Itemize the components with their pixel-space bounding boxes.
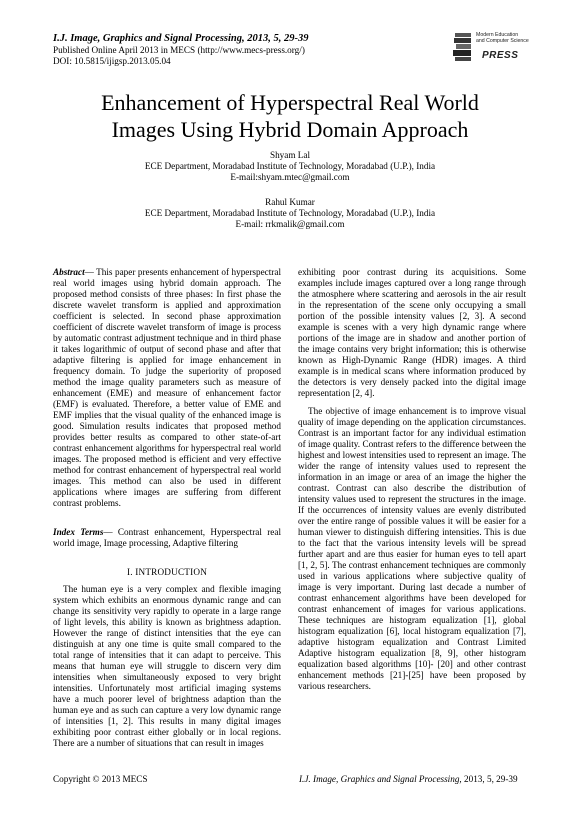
title-line-2: Images Using Hybrid Domain Approach [111,117,469,142]
intro-paragraph-1: The human eye is a very complex and flexible imaging system which exhibits an enormous dynamic range and can change its sensitivity very rapidly to operate in a large range of light levels, this ability is known as brightness adaption. However the range of distinct intensities that the eye can distinguish at any one time is quite small compared to the total range of intensities that it can adapt to perceive. This means that human eye will struggle to discern very dim intensities when simultaneously exposed to very bright intensities. Unfortunately most artificial imaging systems have a much poorer level of brightness adaption than the human eye and as such can capture a very low dynamic range of intensities [1, 2]. This results in many digital images exhibiting poor contrast either globally or in local regions. There are a number of situations that can result in images [53,584,281,748]
logo-tagline: Modern Education and Computer Science [476,32,529,44]
journal-header [53,33,433,67]
publication-info: Published Online April 2013 in MECS (http://www.mecs-press.org/) [53,45,305,55]
author-email: E-mail:shyam.mtec@gmail.com [230,172,350,182]
author-name: Shyam Lal [269,150,311,160]
author-block-1 [40,150,540,183]
footer-pages: 2013, 5, 29-39 [461,774,518,784]
abstract-text: — This paper presents enhancement of hyperspectral real world images using hybrid domain approach. The proposed method consists of three phases: In first phase the discrete wavelet transform is applied and approximation coefficient is selected. In second phase approximation coefficient of discrete wavelet transform of image is process by automatic contrast adjustment technique and in third phase it takes logarithmic of output of second phase and after that adaptive filtering is applied for image enhancement in frequency domain. To judge the superiority of proposed method the image quality parameters such as measure of enhancement (EME) and measure of enhancement factor (EMF) is evaluated. Therefore, a better value of EME and EMF implies that the visual quality of the enhanced image is good. Simulation results indicates that proposed method provides better results as compared to other state-of-art contrast enhancement algorithms for hyperspectral real world images. The proposed method is efficient and very effective method for contrast enhancement of hyperspectral real world images. This method can also be used in different applications where images are suffering from different contrast problems. [53,267,281,508]
footer-journal-name: I.J. Image, Graphics and Signal Processing, [299,774,462,784]
logo-press-wordmark: PRESS [482,50,519,61]
author-email: E-mail: rrkmalik@gmail.com [235,219,345,229]
author-block-2 [40,197,540,230]
title-line-1: Enhancement of Hyperspectral Real World [101,90,479,115]
book-stack-icon [452,30,476,64]
index-terms [53,527,281,549]
footer-copyright: Copyright © 2013 MECS [53,774,148,784]
paper-title [40,89,540,143]
author-name: Rahul Kumar [265,197,315,207]
index-terms-text: — Contrast enhancement, Hyperspectral real world image, Image processing, Adaptive filtering [53,527,281,548]
intro-paragraph-1-continued: exhibiting poor contrast during its acquisitions. Some examples include images captured over a long range through the atmosphere where scattering and aerosols in the air result in the representation of the scene only occupying a small portion of the possible intensity values [2, 3]. A second example is scenes with a very high dynamic range where portions of the image are in shadow and another portion of the image contains very bright information; this is otherwise known as High-Dynamic Range (HDR) images. A third example is in medical scans where information produced by the detectors is very densely packed into the digital image representation [2, 4]. [298,267,526,398]
intro-paragraph-2: The objective of image enhancement is to improve visual quality of image depending on the application circumstances. Contrast is an important factor for any individual estimation of image quality. Contrast refers to the difference between the highest and lowest intensities used to represent an image. The wider the range of intensity values used to represent the information in an image or area of an image the higher the contrast. Contrast can also describe the distribution of intensity values used to represent the structures in the image. If the occurrences of intensity values are evenly distributed over the entire range of possible values it will be easier for a human viewer to distinguish differing intensities. This is due to the fact that the various intensity levels will be spread further apart and are thus easier for human eyes to tell apart [1, 2, 5]. The contrast enhancement techniques are commonly used in various applications where subjective quality of image is very important. During last decade a number of contrast enhancement algorithms have been developed for contrast enhancement of images for various applications. These techniques are histogram equalization [1], global histogram equalization [6], local histogram equalization [7], adaptive histogram equalization and Contrast Limited Adaptive histogram equalization [8, 9], other histogram equalization based algorithms [10]- [20] and other contrast enhancement methods [21]-[25] have been proposed by various researchers. [298,406,526,691]
footer-journal [299,774,518,784]
abstract [53,267,281,509]
abstract-label: Abstract [53,267,85,277]
doi: DOI: 10.5815/ijigsp.2013.05.04 [53,56,171,66]
journal-citation: I.J. Image, Graphics and Signal Processing, 2013, 5, 29-39 [53,33,309,44]
author-affiliation: ECE Department, Moradabad Institute of Technology, Moradabad (U.P.), India [144,208,436,218]
mecs-press-logo [452,28,532,70]
index-terms-label: Index Terms [53,527,104,537]
section-heading-introduction: I. INTRODUCTION [126,567,208,577]
right-column [298,267,526,692]
author-affiliation: ECE Department, Moradabad Institute of Technology, Moradabad (U.P.), India [144,161,436,171]
left-column [53,267,281,749]
